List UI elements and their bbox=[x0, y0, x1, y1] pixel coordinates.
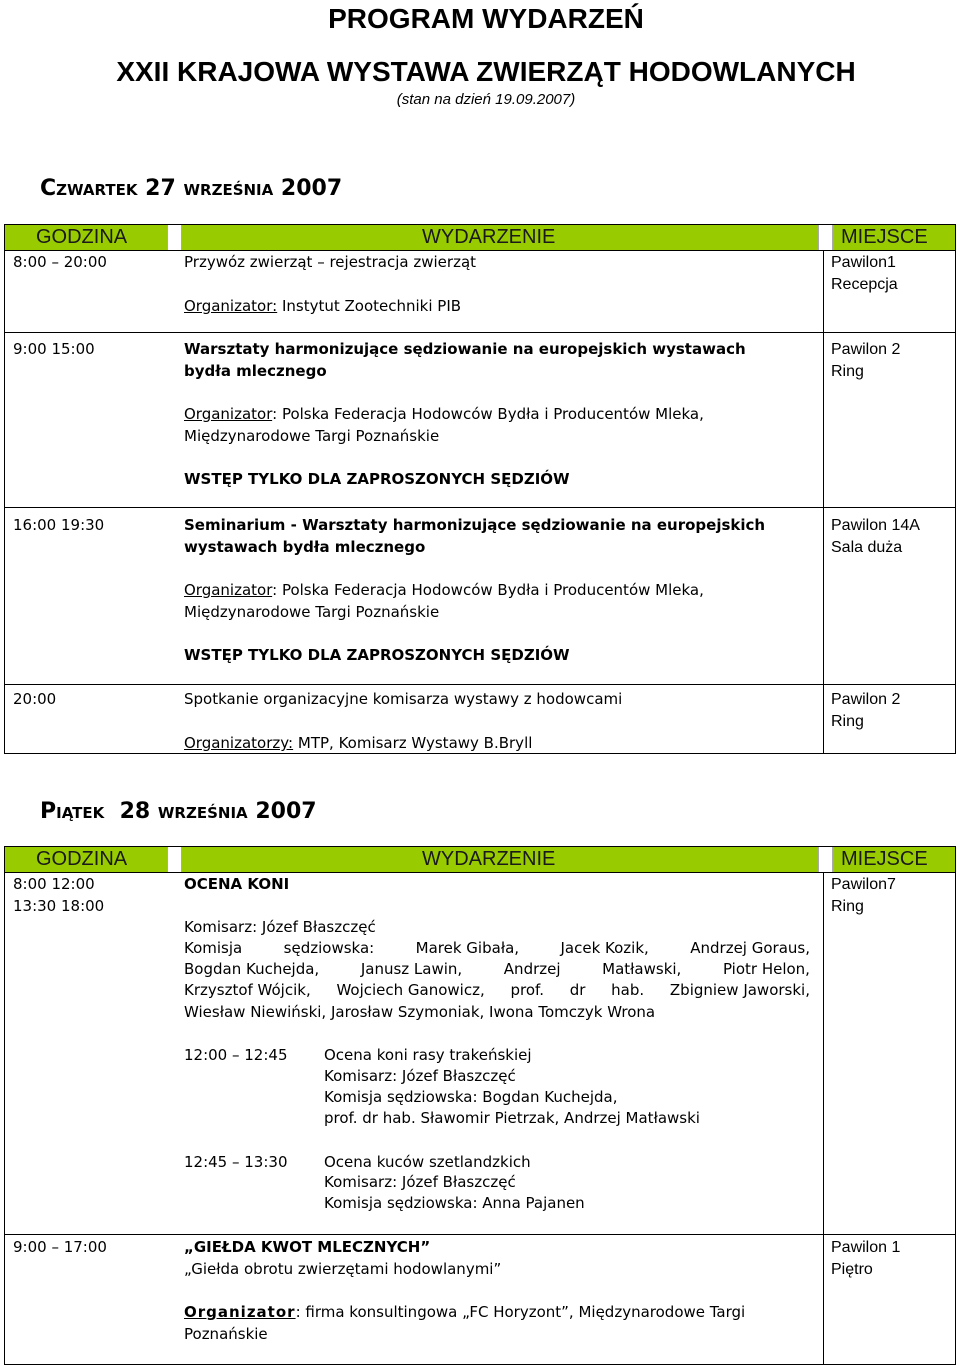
friday-schedule-table bbox=[4, 846, 956, 1365]
jury-list-line-2: Bogdan Kuchejda, Janusz Lawin, Andrzej Matławski, Piotr Helon, bbox=[184, 960, 810, 978]
table-row-time-second: 13:30 18:00 bbox=[13, 897, 105, 915]
event-title: Warsztaty harmonizujące sędziowanie na europejskich wystawach bbox=[184, 340, 746, 358]
event-commissioner: Komisarz: Józef Błaszczęć bbox=[184, 918, 376, 936]
day-heading-thursday: CZWARTEK 27 WRZEŚNIA 2007 bbox=[40, 176, 343, 201]
event-organizer: Organizator: firma konsultingowa „FC Horyzont”, Międzynarodowe Targi bbox=[184, 1303, 746, 1321]
column-header-time: GODZINA bbox=[36, 848, 128, 870]
event-title: Seminarium - Warsztaty harmonizujące sędziowanie na europejskich bbox=[184, 516, 766, 534]
column-header-time: GODZINA bbox=[36, 226, 128, 248]
table-row-time: 9:00 15:00 bbox=[13, 340, 95, 358]
place-detail: Piętro bbox=[831, 1261, 873, 1278]
jury-list-line-3: Krzysztof Wójcik, Wojciech Ganowicz, prof. dr hab. Zbigniew Jaworski, bbox=[184, 981, 810, 999]
table-header bbox=[5, 847, 955, 872]
sub-event-jury-continued: prof. dr hab. Sławomir Pietrzak, Andrzej Matławski bbox=[324, 1109, 700, 1127]
place-detail: Sala duża bbox=[831, 539, 903, 556]
sub-event-commissioner: Komisarz: Józef Błaszczęć bbox=[324, 1173, 516, 1191]
place-name: Pawilon 2 bbox=[831, 341, 901, 358]
event-title: OCENA KONI bbox=[184, 875, 290, 893]
status-date: (stan na dzień 19.09.2007) bbox=[396, 91, 576, 108]
place-detail: Ring bbox=[831, 898, 864, 915]
place-detail: Recepcja bbox=[831, 276, 898, 293]
place-detail: Ring bbox=[831, 363, 864, 380]
table-row-time: 8:00 12:00 bbox=[13, 875, 95, 893]
place-name: Pawilon 1 bbox=[831, 1239, 901, 1256]
event-title: Spotkanie organizacyjne komisarza wystawy z hodowcami bbox=[184, 690, 623, 708]
event-organizer: Organizator: Instytut Zootechniki PIB bbox=[184, 297, 462, 315]
event-organizer-continued: Poznańskie bbox=[184, 1325, 268, 1343]
event-title-continued: wystawach bydła mlecznego bbox=[184, 538, 426, 556]
column-header-place: MIEJSCE bbox=[841, 226, 928, 248]
sub-event-title: Ocena kuców szetlandzkich bbox=[324, 1153, 531, 1171]
column-header-event: WYDARZENIE bbox=[422, 848, 556, 870]
event-title: „GIEŁDA KWOT MLECZNYCH” bbox=[184, 1238, 431, 1256]
column-header-place: MIEJSCE bbox=[841, 848, 928, 870]
place-name: Pawilon7 bbox=[831, 876, 896, 893]
table-row-time: 16:00 19:30 bbox=[13, 516, 105, 534]
table-row-time: 8:00 – 20:00 bbox=[13, 253, 107, 271]
event-organizer: Organizatorzy: MTP, Komisarz Wystawy B.Bryll bbox=[184, 734, 533, 752]
place-name: Pawilon 2 bbox=[831, 691, 901, 708]
column-header-event: WYDARZENIE bbox=[422, 226, 556, 248]
event-organizer: Organizator: Polska Federacja Hodowców Bydła i Producentów Mleka, bbox=[184, 405, 704, 423]
sub-event-jury: Komisja sędziowska: Anna Pajanen bbox=[324, 1194, 585, 1212]
event-organizer-continued: Międzynarodowe Targi Poznańskie bbox=[184, 603, 440, 621]
place-detail: Ring bbox=[831, 713, 864, 730]
day-heading-friday: PIĄTEK 28 WRZEŚNIA 2007 bbox=[40, 799, 317, 824]
sub-event-jury: Komisja sędziowska: Bogdan Kuchejda, bbox=[324, 1088, 618, 1106]
place-name: Pawilon 14A bbox=[831, 517, 920, 534]
table-header bbox=[5, 225, 955, 250]
event-title: Przywóz zwierząt – rejestracja zwierząt bbox=[184, 253, 477, 271]
sub-event-time: 12:45 – 13:30 bbox=[184, 1153, 288, 1171]
table-row-time: 20:00 bbox=[13, 690, 57, 708]
event-organizer-continued: Międzynarodowe Targi Poznańskie bbox=[184, 427, 440, 445]
document-title: PROGRAM WYDARZEŃ bbox=[328, 3, 644, 34]
exhibition-title: XXII KRAJOWA WYSTAWA ZWIERZĄT HODOWLANYCH bbox=[116, 56, 856, 87]
sub-event-commissioner: Komisarz: Józef Błaszczęć bbox=[324, 1067, 516, 1085]
event-note: WSTĘP TYLKO DLA ZAPROSZONYCH SĘDZIÓW bbox=[184, 646, 570, 664]
thursday-schedule-table bbox=[4, 224, 956, 754]
event-subtitle: „Giełda obrotu zwierzętami hodowlanymi” bbox=[184, 1260, 502, 1278]
event-note: WSTĘP TYLKO DLA ZAPROSZONYCH SĘDZIÓW bbox=[184, 470, 570, 488]
event-organizer: Organizator: Polska Federacja Hodowców Bydła i Producentów Mleka, bbox=[184, 581, 704, 599]
sub-event-time: 12:00 – 12:45 bbox=[184, 1046, 288, 1064]
jury-list-line-4: Wiesław Niewiński, Jarosław Szymoniak, Iwona Tomczyk Wrona bbox=[184, 1003, 656, 1021]
place-name: Pawilon1 bbox=[831, 254, 896, 271]
table-row-time: 9:00 – 17:00 bbox=[13, 1238, 107, 1256]
jury-list-line-1: Komisja sędziowska: Marek Gibała, Jacek Kozik, Andrzej Goraus, bbox=[184, 939, 810, 957]
event-title-continued: bydła mlecznego bbox=[184, 362, 327, 380]
sub-event-title: Ocena koni rasy trakeńskiej bbox=[324, 1046, 532, 1064]
